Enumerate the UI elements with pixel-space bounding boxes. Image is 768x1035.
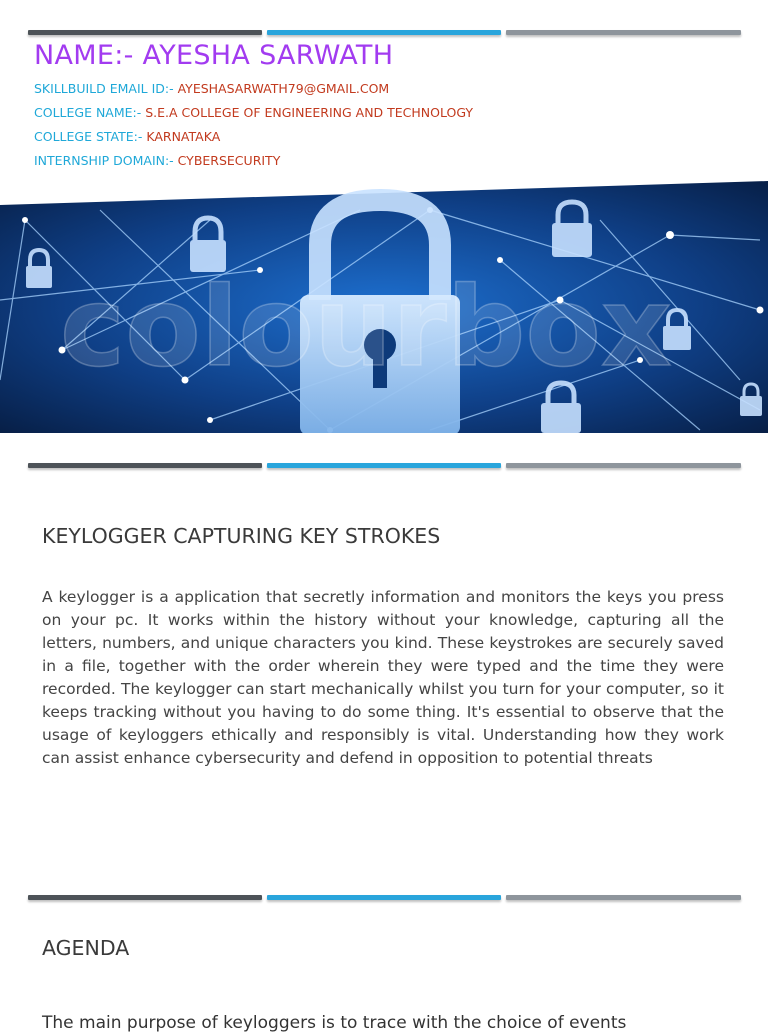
info-value: AYESHASARWATH79@GMAIL.COM [173,81,390,96]
student-name: NAME:- AYESHA SARWATH [34,40,394,71]
info-label: COLLEGE NAME:- [34,105,142,120]
info-row-domain [34,153,280,168]
divider-segment-blue [267,30,501,35]
watermark-text: colourbox [60,263,672,391]
divider-segment-dark [28,895,262,900]
info-label: COLLEGE STATE:- [34,129,143,144]
section-title-agenda: AGENDA [42,936,130,960]
divider-segment-blue [267,463,501,468]
divider-segment-blue [267,895,501,900]
divider-segment-dark [28,30,262,35]
info-value: CYBERSECURITY [173,153,281,168]
section-body-agenda: The main purpose of keyloggers is to trace with the choice of events [42,1013,627,1033]
divider-segment-dark [28,463,262,468]
divider-middle [28,463,741,470]
divider-segment-gray [506,463,741,468]
cybersecurity-banner-image [0,180,768,433]
info-label: SKILLBUILD EMAIL ID:- [34,81,174,96]
divider-lower [28,895,741,902]
divider-segment-gray [506,30,741,35]
info-row-college-name [34,105,473,120]
section-title-keylogger: KEYLOGGER CAPTURING KEY STROKES [42,524,441,548]
section-body-keylogger: A keylogger is a application that secretly information and monitors the keys you press on your pc. It works within the history without your knowledge, capturing all the letters, numbers, and unique characters you kind. These keystrokes are securely saved in a file, together with the order wherein they were typed and the time they were recorded. The keylogger can start mechanically whilst you turn for your computer, so it keeps tracking without you having to do some thing. It's essential to observe that the usage of keyloggers ethically and responsibly is vital. Understanding how they work can assist enhance cybersecurity and defend in opposition to potential threats [42,588,724,767]
info-row-college-state [34,129,220,144]
info-value: KARNATAKA [142,129,221,144]
info-row-email [34,81,389,96]
info-label: INTERNSHIP DOMAIN:- [34,153,174,168]
divider-top [28,30,741,37]
divider-segment-gray [506,895,741,900]
info-value: S.E.A COLLEGE OF ENGINEERING AND TECHNOLOGY [141,105,474,120]
